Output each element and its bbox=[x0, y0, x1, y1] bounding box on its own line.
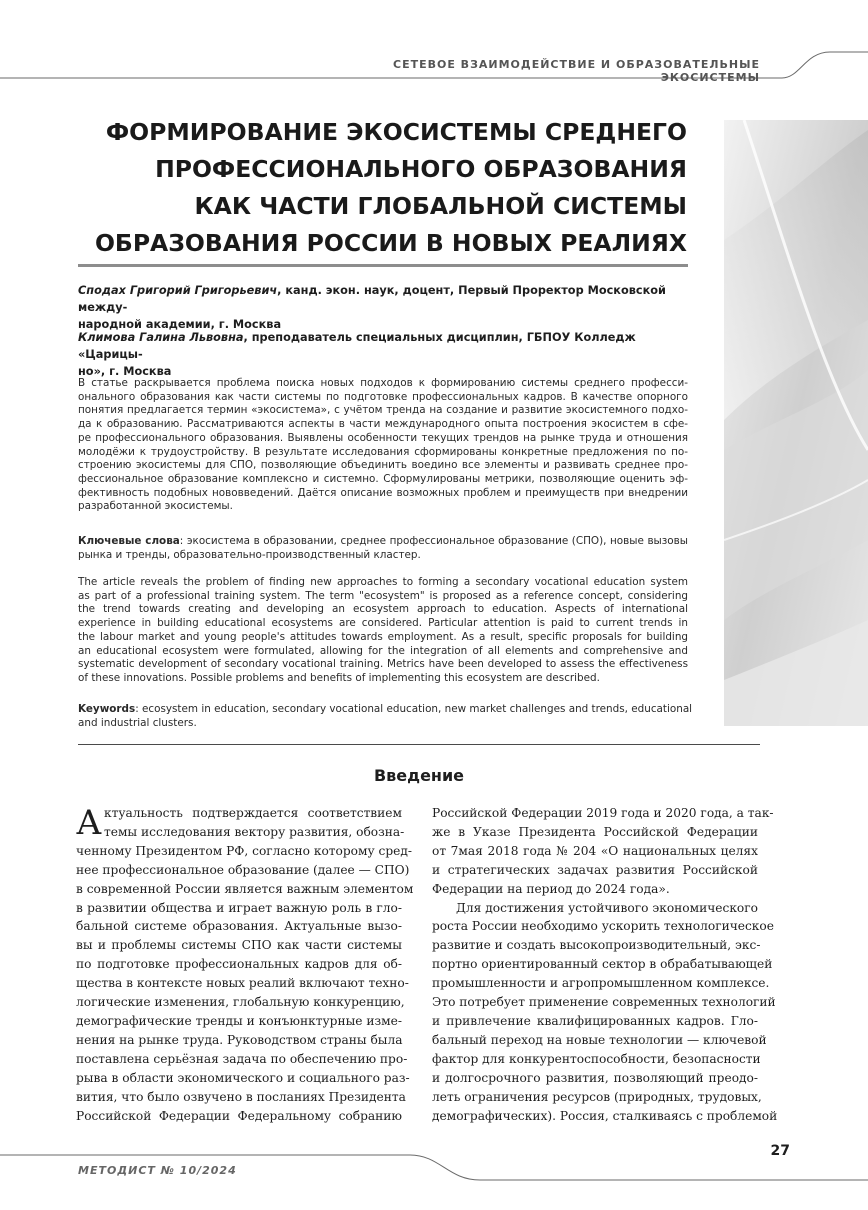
body-line: ктуальность подтверждается соответствием bbox=[104, 806, 402, 820]
body-line: демографические тренды и конъюнктурные изме- bbox=[76, 1013, 402, 1028]
section-divider bbox=[78, 744, 760, 745]
abstract-line: фективность подобных нововведений. Даётся описание возможных проблем и преимуществ при внедрении bbox=[78, 486, 688, 499]
keywords-text: : экосистема в образовании, среднее профессиональное образование (СПО), новые вызовы bbox=[179, 535, 688, 547]
body-line: нее профессиональное образование (далее — СПО) bbox=[76, 862, 410, 877]
body-line: и долгосрочного развития, позволяющий преодо- bbox=[432, 1070, 758, 1085]
decorative-panel bbox=[724, 120, 868, 726]
abstract-line: молодёжи к трудоустройству. В результате исследования сформированы конкретные предложения по по- bbox=[78, 445, 688, 458]
author-name: Климова Галина Львовна bbox=[78, 331, 244, 344]
abstract-line: systematic development of secondary vocational training. Metrics have been developed to assess the effectiveness bbox=[78, 658, 688, 671]
body-line: Российской Федерации 2019 года и 2020 года, а так- bbox=[432, 806, 774, 820]
body-line: щества в контексте новых реалий включают техно- bbox=[76, 976, 409, 991]
abstract-line: as part of a professional training system. The term "ecosystem" is proposed as a reference concept, considering bbox=[78, 589, 688, 602]
body-line: и стратегических задачах развития Российской bbox=[432, 862, 758, 877]
body-column-left bbox=[76, 804, 414, 1125]
author-affiliation: народной академии, г. Москва bbox=[78, 318, 282, 331]
author-name: Сподах Григорий Григорьевич bbox=[78, 284, 278, 297]
body-line: логические изменения, глобальную конкуренцию, bbox=[76, 995, 405, 1010]
abstract-line: В статье раскрывается проблема поиска новых подходов к формированию системы среднего професси- bbox=[78, 377, 688, 389]
keywords-text: and industrial clusters. bbox=[78, 716, 197, 729]
abstract-line: the trend towards creating and developing an ecosystem approach to education. Aspects of international bbox=[78, 603, 688, 616]
abstract-line: строению экосистемы для СПО, позволяющие объединить воедино все элементы и развивать среднее про- bbox=[78, 459, 688, 472]
abstract-line: experience in building educational ecosystems are considered. Particular attention is paid to current trends in bbox=[78, 617, 688, 630]
section-heading: Введение bbox=[373, 766, 465, 785]
title-line: КАК ЧАСТИ ГЛОБАЛЬНОЙ СИСТЕМЫ bbox=[194, 192, 687, 220]
body-line: от 7мая 2018 года № 204 «О национальных целях bbox=[432, 843, 758, 858]
article-title bbox=[80, 114, 687, 262]
body-line: промышленности и агропромышленном комплексе. bbox=[432, 976, 770, 991]
page-number: 27 bbox=[770, 1143, 790, 1159]
author-info bbox=[78, 329, 688, 380]
abstract-line: ре профессионального образования. Выявлены особенности текущих трендов на рынке труда и отношения bbox=[78, 431, 688, 444]
drop-cap: А bbox=[76, 803, 102, 843]
keywords-label: Keywords bbox=[78, 703, 136, 715]
keywords-en bbox=[78, 703, 693, 730]
journal-name: МЕТОДИСТ № 10/2024 bbox=[78, 1164, 237, 1177]
body-line: ченному Президентом РФ, согласно которому сред- bbox=[76, 843, 413, 858]
body-line: бальный переход на новые технологии — ключевой bbox=[432, 1032, 767, 1047]
abstract-line: разработанной экосистемы. bbox=[78, 500, 233, 513]
author-affiliation: , преподаватель специальных дисциплин, ГБПОУ Колледж «Царицы- bbox=[78, 331, 636, 361]
author-affiliation: , канд. экон. наук, доцент, Первый Проректор Московской между- bbox=[78, 284, 666, 314]
abstract-line: понятия предлагается термин «экосистема», с учётом тренда на создание и развитие экосистемного подхо- bbox=[78, 404, 688, 417]
body-line: в развитии общества и играет важную роль в гло- bbox=[76, 900, 402, 915]
body-line: поставлена серьёзная задача по обеспечению про- bbox=[76, 1051, 408, 1066]
running-header: СЕТЕВОЕ ВЗАИМОДЕЙСТВИЕ И ОБРАЗОВАТЕЛЬНЫЕ ЭКОСИСТЕМЫ bbox=[393, 58, 760, 84]
keywords-text: : ecosystem in education, secondary vocational education, new market challenges and trends, educational bbox=[135, 703, 693, 715]
body-line: темы исследования вектору развития, обозна- bbox=[104, 824, 405, 839]
body-line: развитие и создать высокопроизводительный, экс- bbox=[432, 938, 761, 953]
abstract-line: the labour market and young people's attitudes towards employment. As a result, specific proposals for building bbox=[78, 630, 688, 643]
body-line: вития, что было озвучено в посланиях Президента bbox=[76, 1089, 406, 1104]
body-line: и привлечение квалифицированных кадров. Гло- bbox=[432, 1013, 758, 1028]
body-line: Для достижения устойчивого экономического bbox=[456, 900, 758, 915]
abstract-en bbox=[78, 576, 688, 686]
title-line: ФОРМИРОВАНИЕ ЭКОСИСТЕМЫ СРЕДНЕГО bbox=[105, 118, 687, 146]
abstract-line: онального образования как части системы по подготовке профессиональных кадров. В качестве опорного bbox=[78, 390, 688, 403]
keywords-label: Ключевые слова bbox=[78, 535, 180, 547]
keywords-text: рынка и тренды, образовательно-производственный кластер. bbox=[78, 548, 421, 561]
body-line: Это потребует применение современных технологий bbox=[432, 995, 776, 1010]
abstract-line: фессиональное образование комплексно и системно. Сформулированы метрики, позволяющие оценить эф- bbox=[78, 472, 688, 485]
body-line: роста России необходимо ускорить технологическое bbox=[432, 919, 774, 934]
body-line: бальной системе образования. Актуальные вызо- bbox=[76, 919, 402, 934]
keywords-ru bbox=[78, 535, 688, 562]
body-line: леть ограничения ресурсов (природных, трудовых, bbox=[432, 1089, 762, 1104]
body-line: Российской Федерации Федеральному собранию bbox=[76, 1108, 402, 1123]
abstract-line: The article reveals the problem of finding new approaches to forming a secondary vocational education system bbox=[78, 576, 688, 588]
abstract-line: да к образованию. Рассматриваются аспекты в части международного опыта построения экосистем в сфе- bbox=[78, 418, 688, 431]
body-line: демографических). Россия, сталкиваясь с проблемой bbox=[432, 1108, 778, 1123]
body-line: же в Указе Президента Российской Федерации bbox=[432, 824, 758, 839]
body-line: фактор для конкурентоспособности, безопасности bbox=[432, 1051, 761, 1066]
abstract-line: an educational ecosystem were formulated, allowing for the integration of all elements and comprehensive and bbox=[78, 644, 688, 657]
body-line: по подготовке профессиональных кадров для об- bbox=[76, 957, 402, 972]
body-line: Федерации на период до 2024 года». bbox=[432, 881, 670, 896]
author-affiliation: но», г. Москва bbox=[78, 365, 172, 378]
body-line: в современной России является важным элементом bbox=[76, 881, 414, 896]
title-divider bbox=[78, 264, 688, 267]
body-line: рыва в области экономического и социального раз- bbox=[76, 1070, 410, 1085]
title-line: ПРОФЕССИОНАЛЬНОГО ОБРАЗОВАНИЯ bbox=[155, 155, 687, 183]
body-line: портно ориентированный сектор в обрабатывающей bbox=[432, 957, 773, 972]
abstract-ru bbox=[78, 377, 688, 514]
body-line: вы и проблемы системы СПО как части системы bbox=[76, 938, 402, 953]
body-column-right bbox=[432, 804, 778, 1125]
body-line: нения на рынке труда. Руководством страны была bbox=[76, 1032, 403, 1047]
author-info bbox=[78, 282, 688, 333]
abstract-line: of these innovations. Possible problems and benefits of implementing this ecosystem are described. bbox=[78, 671, 600, 684]
title-line: ОБРАЗОВАНИЯ РОССИИ В НОВЫХ РЕАЛИЯХ bbox=[94, 229, 687, 257]
